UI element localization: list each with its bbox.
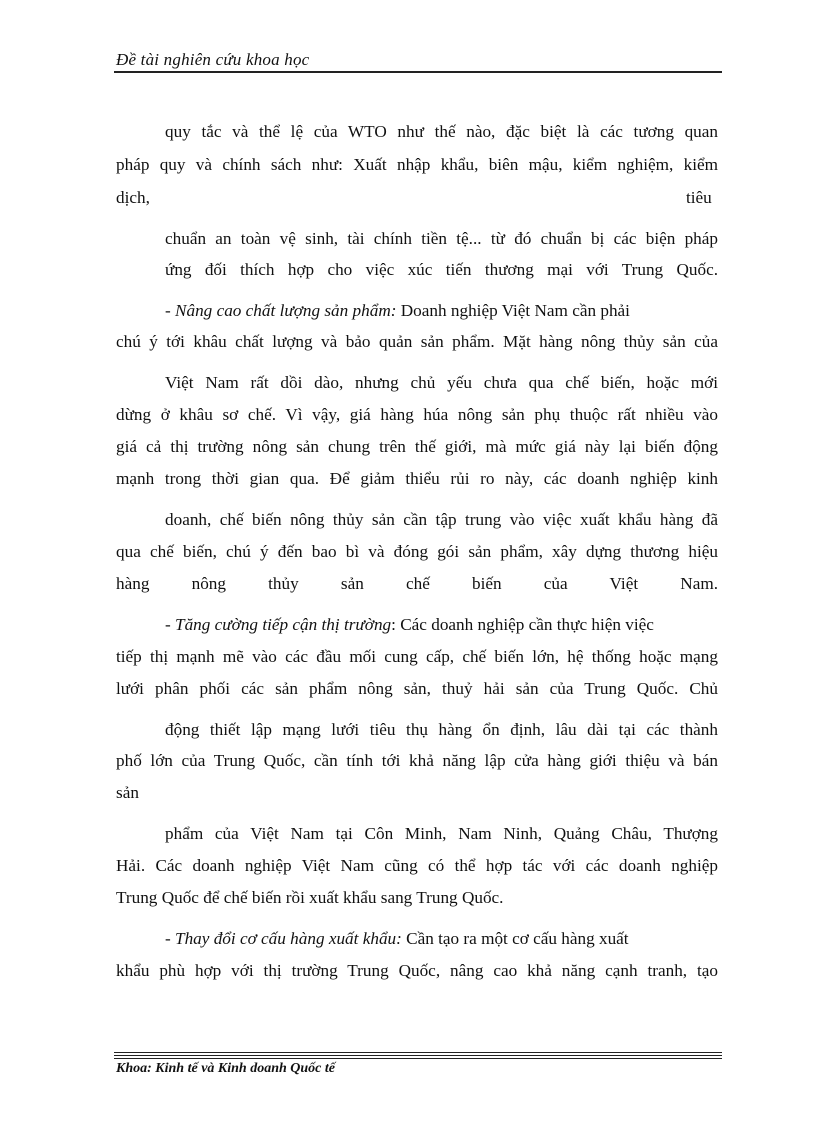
text-line: hàng nông thủy sản chế biến của Việt Nam.	[116, 574, 718, 593]
text-line	[165, 300, 630, 322]
footer-text: Khoa: Kinh tế và Kinh doanh Quốc tế	[116, 1061, 335, 1076]
footer-rule	[114, 1055, 722, 1056]
text-line: sản	[116, 783, 139, 802]
text-line: qua chế biến, chú ý đến bao bì và đóng gói sản phẩm, xây dựng thương hiệu	[116, 542, 718, 561]
text-line: phẩm của Việt Nam tại Côn Minh, Nam Ninh, Quảng Châu, Thượng	[165, 824, 718, 843]
text-line: khẩu phù hợp với thị trường Trung Quốc, nâng cao khả năng cạnh tranh, tạo	[116, 961, 718, 980]
text-line: động thiết lập mạng lưới tiêu thụ hàng ổn định, lâu dài tại các thành	[165, 720, 718, 739]
text-line: pháp quy và chính sách như: Xuất nhập khẩu, biên mậu, kiểm nghiệm, kiểm	[116, 155, 718, 174]
text-line: Hải. Các doanh nghiệp Việt Nam cũng có thể hợp tác với các doanh nghiệp	[116, 856, 718, 875]
bullet-heading: - Thay đổi cơ cấu hàng xuất khẩu:	[165, 929, 402, 948]
text-line: tiêu	[686, 188, 712, 207]
text-line: dừng ở khâu sơ chế. Vì vậy, giá hàng húa nông sản phụ thuộc rất nhiều vào	[116, 405, 718, 424]
text-line: Trung Quốc để chế biến rồi xuất khẩu sang Trung Quốc.	[116, 888, 504, 907]
footer-rule	[114, 1052, 722, 1053]
text-line: quy tắc và thể lệ của WTO như thế nào, đặc biệt là các tương quan	[165, 122, 718, 141]
text-run: Doanh nghiệp Việt Nam cần phải	[396, 301, 630, 320]
footer-rule	[114, 1058, 722, 1059]
bullet-heading: - Nâng cao chất lượng sản phẩm:	[165, 301, 397, 320]
text-line: phố lớn của Trung Quốc, cần tính tới khả năng lập cửa hàng giới thiệu và bán	[116, 751, 718, 770]
text-line: chú ý tới khâu chất lượng và bảo quản sản phẩm. Mặt hàng nông thủy sản của	[116, 332, 718, 351]
text-line	[165, 928, 629, 950]
text-line: lưới phân phối các sản phẩm nông sản, thuỷ hải sản của Trung Quốc. Chủ	[116, 679, 718, 698]
text-line: dịch,	[116, 188, 150, 207]
header-rule	[114, 71, 722, 73]
text-line: chuẩn an toàn vệ sinh, tài chính tiền tệ... từ đó chuẩn bị các biện pháp	[165, 229, 718, 248]
text-line: ứng đối thích hợp cho việc xúc tiến thương mại với Trung Quốc.	[165, 260, 718, 279]
text-line: tiếp thị mạnh mẽ vào các đầu mối cung cấp, chế biến lớn, hệ thống hoặc mạng	[116, 647, 718, 666]
text-run: Cần tạo ra một cơ cấu hàng xuất	[401, 929, 629, 948]
text-run: : Các doanh nghiệp cần thực hiện việc	[391, 615, 654, 634]
text-line	[165, 614, 654, 636]
text-line: Việt Nam rất dồi dào, nhưng chủ yếu chưa qua chế biến, hoặc mới	[165, 373, 718, 392]
text-line: mạnh trong thời gian qua. Để giảm thiểu rủi ro này, các doanh nghiệp kinh	[116, 469, 718, 488]
text-line: giá cả thị trường nông sản chung trên thế giới, mà mức giá này lại biến động	[116, 437, 718, 456]
bullet-heading: - Tăng cường tiếp cận thị trường	[165, 615, 392, 634]
text-line: doanh, chế biến nông thủy sản cần tập trung vào việc xuất khẩu hàng đã	[165, 510, 718, 529]
header-title: Đề tài nghiên cứu khoa học	[116, 50, 310, 69]
